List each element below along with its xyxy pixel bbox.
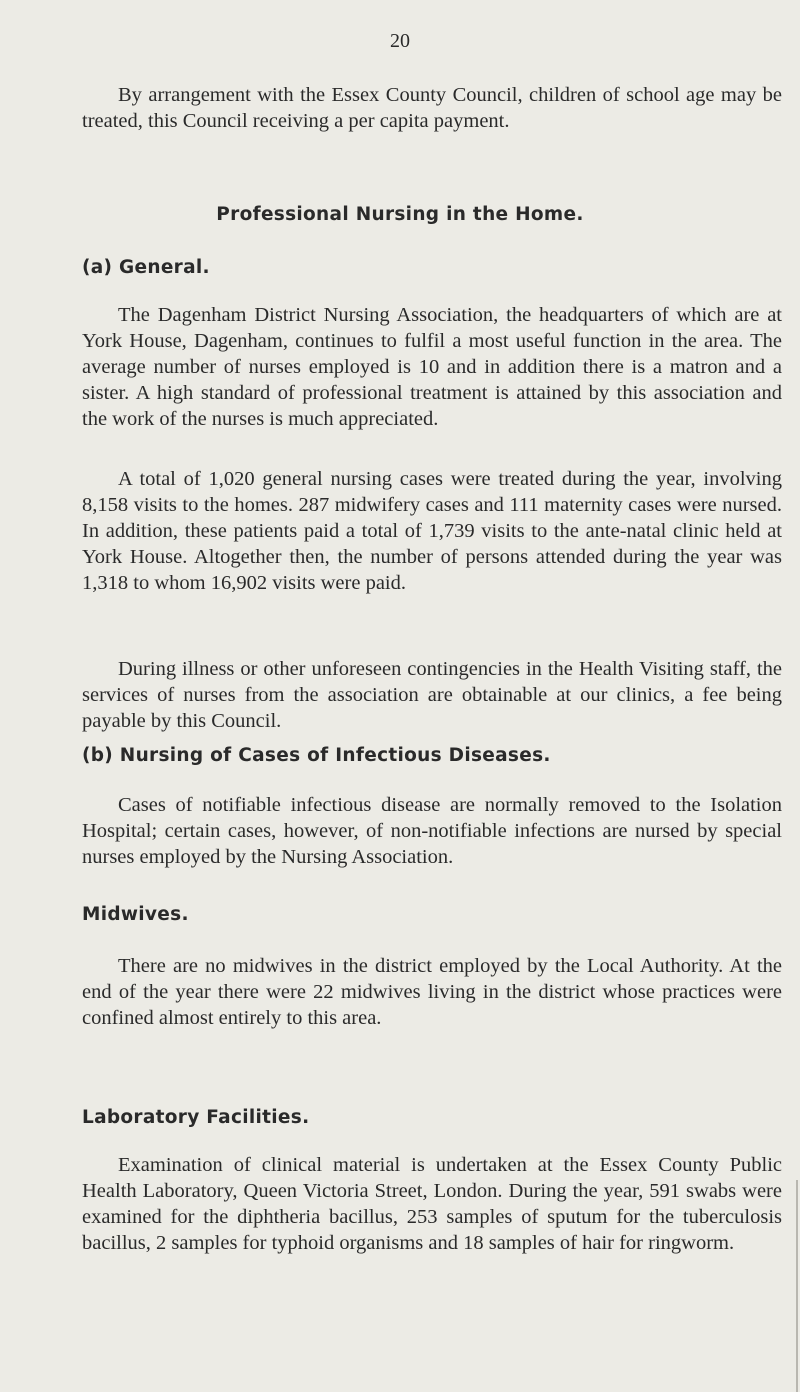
page-edge-shadow <box>796 1180 798 1392</box>
subheading-infectious-diseases: (b) Nursing of Cases of Infectious Diseases. <box>82 745 551 766</box>
general-paragraph-1: The Dagenham District Nursing Association, the headquarters of which are at York House, Dagenham, continues to fulfil a most useful function in the area. The average number of nurses employed is 10 and in addition there is a matron and a sister. A high standard of professional treatment is attained by this association and the work of the nurses is much appreciated. <box>82 304 782 430</box>
subheading-general: (a) General. <box>82 257 210 278</box>
laboratory-paragraph: Examination of clinical material is undertaken at the Essex County Public Health Laboratory, Queen Victoria Street, London. During the year, 591 swabs were examined for the diphtheria bacillus, 253 samples of sputum for the tuberculosis bacillus, 2 samples for typhoid organisms and 18 samples of hair for ringworm. <box>82 1154 782 1254</box>
page-number: 20 <box>390 30 410 52</box>
general-paragraph-3: During illness or other unforeseen contingencies in the Health Visiting staff, the services of nurses from the association are obtainable at our clinics, a fee being payable by this Council. <box>82 658 782 732</box>
infectious-paragraph: Cases of notifiable infectious disease are normally removed to the Isolation Hospital; certain cases, however, of non-notifiable infections are nursed by special nurses employed by the Nursing Association. <box>82 794 782 868</box>
midwives-paragraph: There are no midwives in the district employed by the Local Authority. At the end of the year there were 22 midwives living in the district whose practices were confined almost entirely to this area. <box>82 955 782 1029</box>
subheading-laboratory: Laboratory Facilities. <box>82 1107 310 1128</box>
section-title-professional-nursing: Professional Nursing in the Home. <box>216 204 584 225</box>
intro-paragraph: By arrangement with the Essex County Council, children of school age may be treated, this Council receiving a per capita payment. <box>82 84 782 132</box>
general-paragraph-2: A total of 1,020 general nursing cases were treated during the year, involving 8,158 visits to the homes. 287 midwifery cases and 111 maternity cases were nursed. In addition, these patients paid a total of 1,739 visits to the ante-natal clinic held at York House. Altogether then, the number of persons attended during the year was 1,318 to whom 16,902 visits were paid. <box>82 468 782 594</box>
subheading-midwives: Midwives. <box>82 904 189 925</box>
